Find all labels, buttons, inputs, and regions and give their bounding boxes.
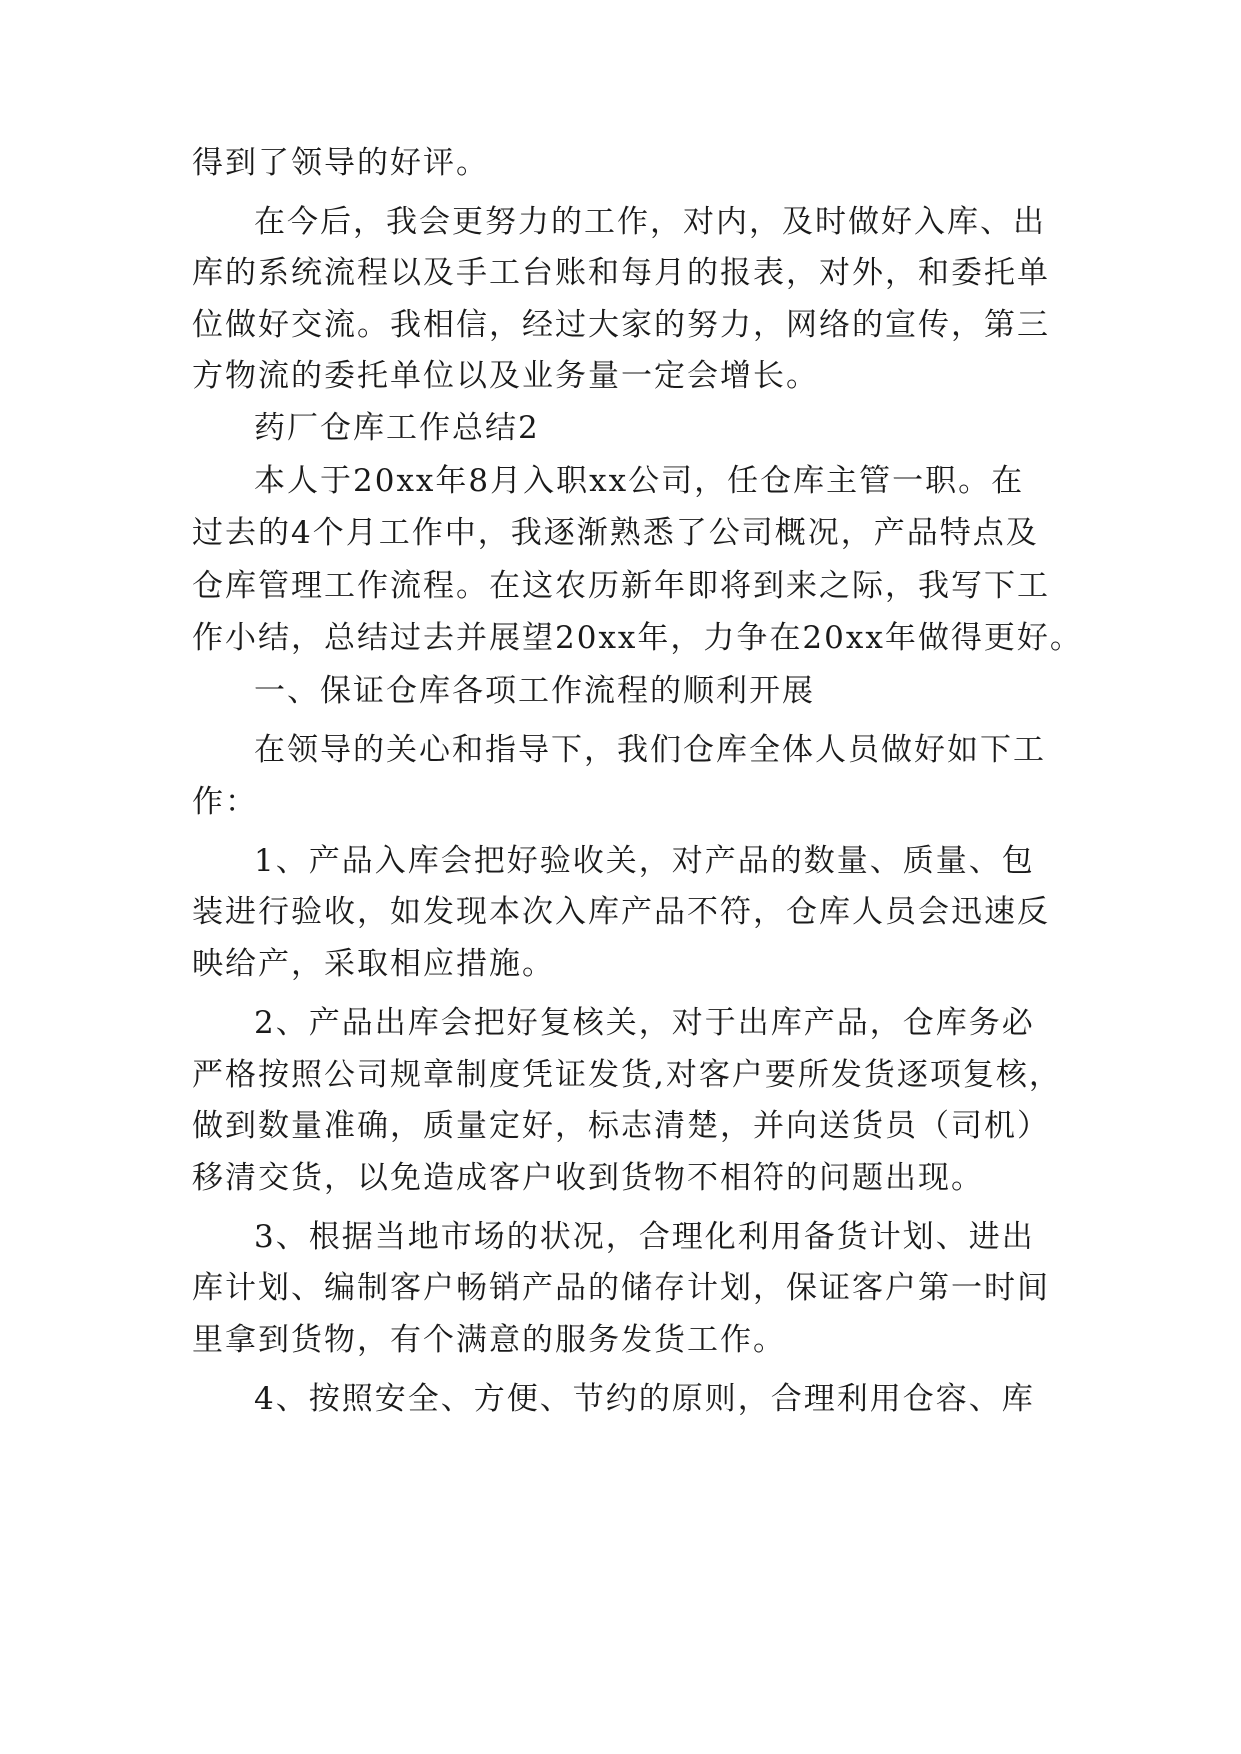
text-line: 库的系统流程以及手工台账和每月的报表，对外，和委托单: [192, 255, 1050, 291]
text-line: 在今后，我会更努力的工作，对内，及时做好入库、出: [254, 204, 1046, 240]
text-line: 作小结，总结过去并展望20xx年，力争在20xx年做得更好。: [192, 620, 1083, 656]
text-line: 移清交货，以免造成客户收到货物不相符的问题出现。: [192, 1160, 984, 1196]
section-heading: 一、保证仓库各项工作流程的顺利开展: [254, 673, 815, 709]
text-line: 得到了领导的好评。: [192, 145, 489, 181]
text-line: 在领导的关心和指导下，我们仓库全体人员做好如下工: [254, 732, 1046, 768]
text-line: 2、产品出库会把好复核关，对于出库产品，仓库务必: [254, 1005, 1035, 1041]
text-line: 本人于20xx年8月入职xx公司，任仓库主管一职。在: [254, 463, 1025, 499]
text-line: 严格按照公司规章制度凭证发货,对客户要所发货逐项复核，: [192, 1057, 1062, 1093]
text-line: 映给产，采取相应措施。: [192, 946, 555, 982]
text-line: 里拿到货物，有个满意的服务发货工作。: [192, 1322, 786, 1358]
section-heading: 药厂仓库工作总结2: [254, 410, 540, 446]
text-line: 库计划、编制客户畅销产品的储存计划，保证客户第一时间: [192, 1270, 1050, 1306]
text-line: 位做好交流。我相信，经过大家的努力，网络的宣传，第三: [192, 307, 1050, 343]
text-line: 仓库管理工作流程。在这农历新年即将到来之际，我写下工: [192, 568, 1050, 604]
text-line: 装进行验收，如发现本次入库产品不符，仓库人员会迅速反: [192, 894, 1050, 930]
text-line: 过去的4个月工作中，我逐渐熟悉了公司概况，产品特点及: [192, 515, 1039, 551]
text-line: 3、根据当地市场的状况，合理化利用备货计划、进出: [254, 1219, 1035, 1255]
text-line: 1、产品入库会把好验收关，对产品的数量、质量、包: [254, 843, 1035, 879]
text-line: 作：: [192, 784, 258, 820]
text-line: 做到数量准确，质量定好，标志清楚，并向送货员（司机）: [192, 1108, 1050, 1144]
text-line: 4、按照安全、方便、节约的原则，合理利用仓容、库: [254, 1381, 1035, 1417]
text-line: 方物流的委托单位以及业务量一定会增长。: [192, 358, 819, 394]
